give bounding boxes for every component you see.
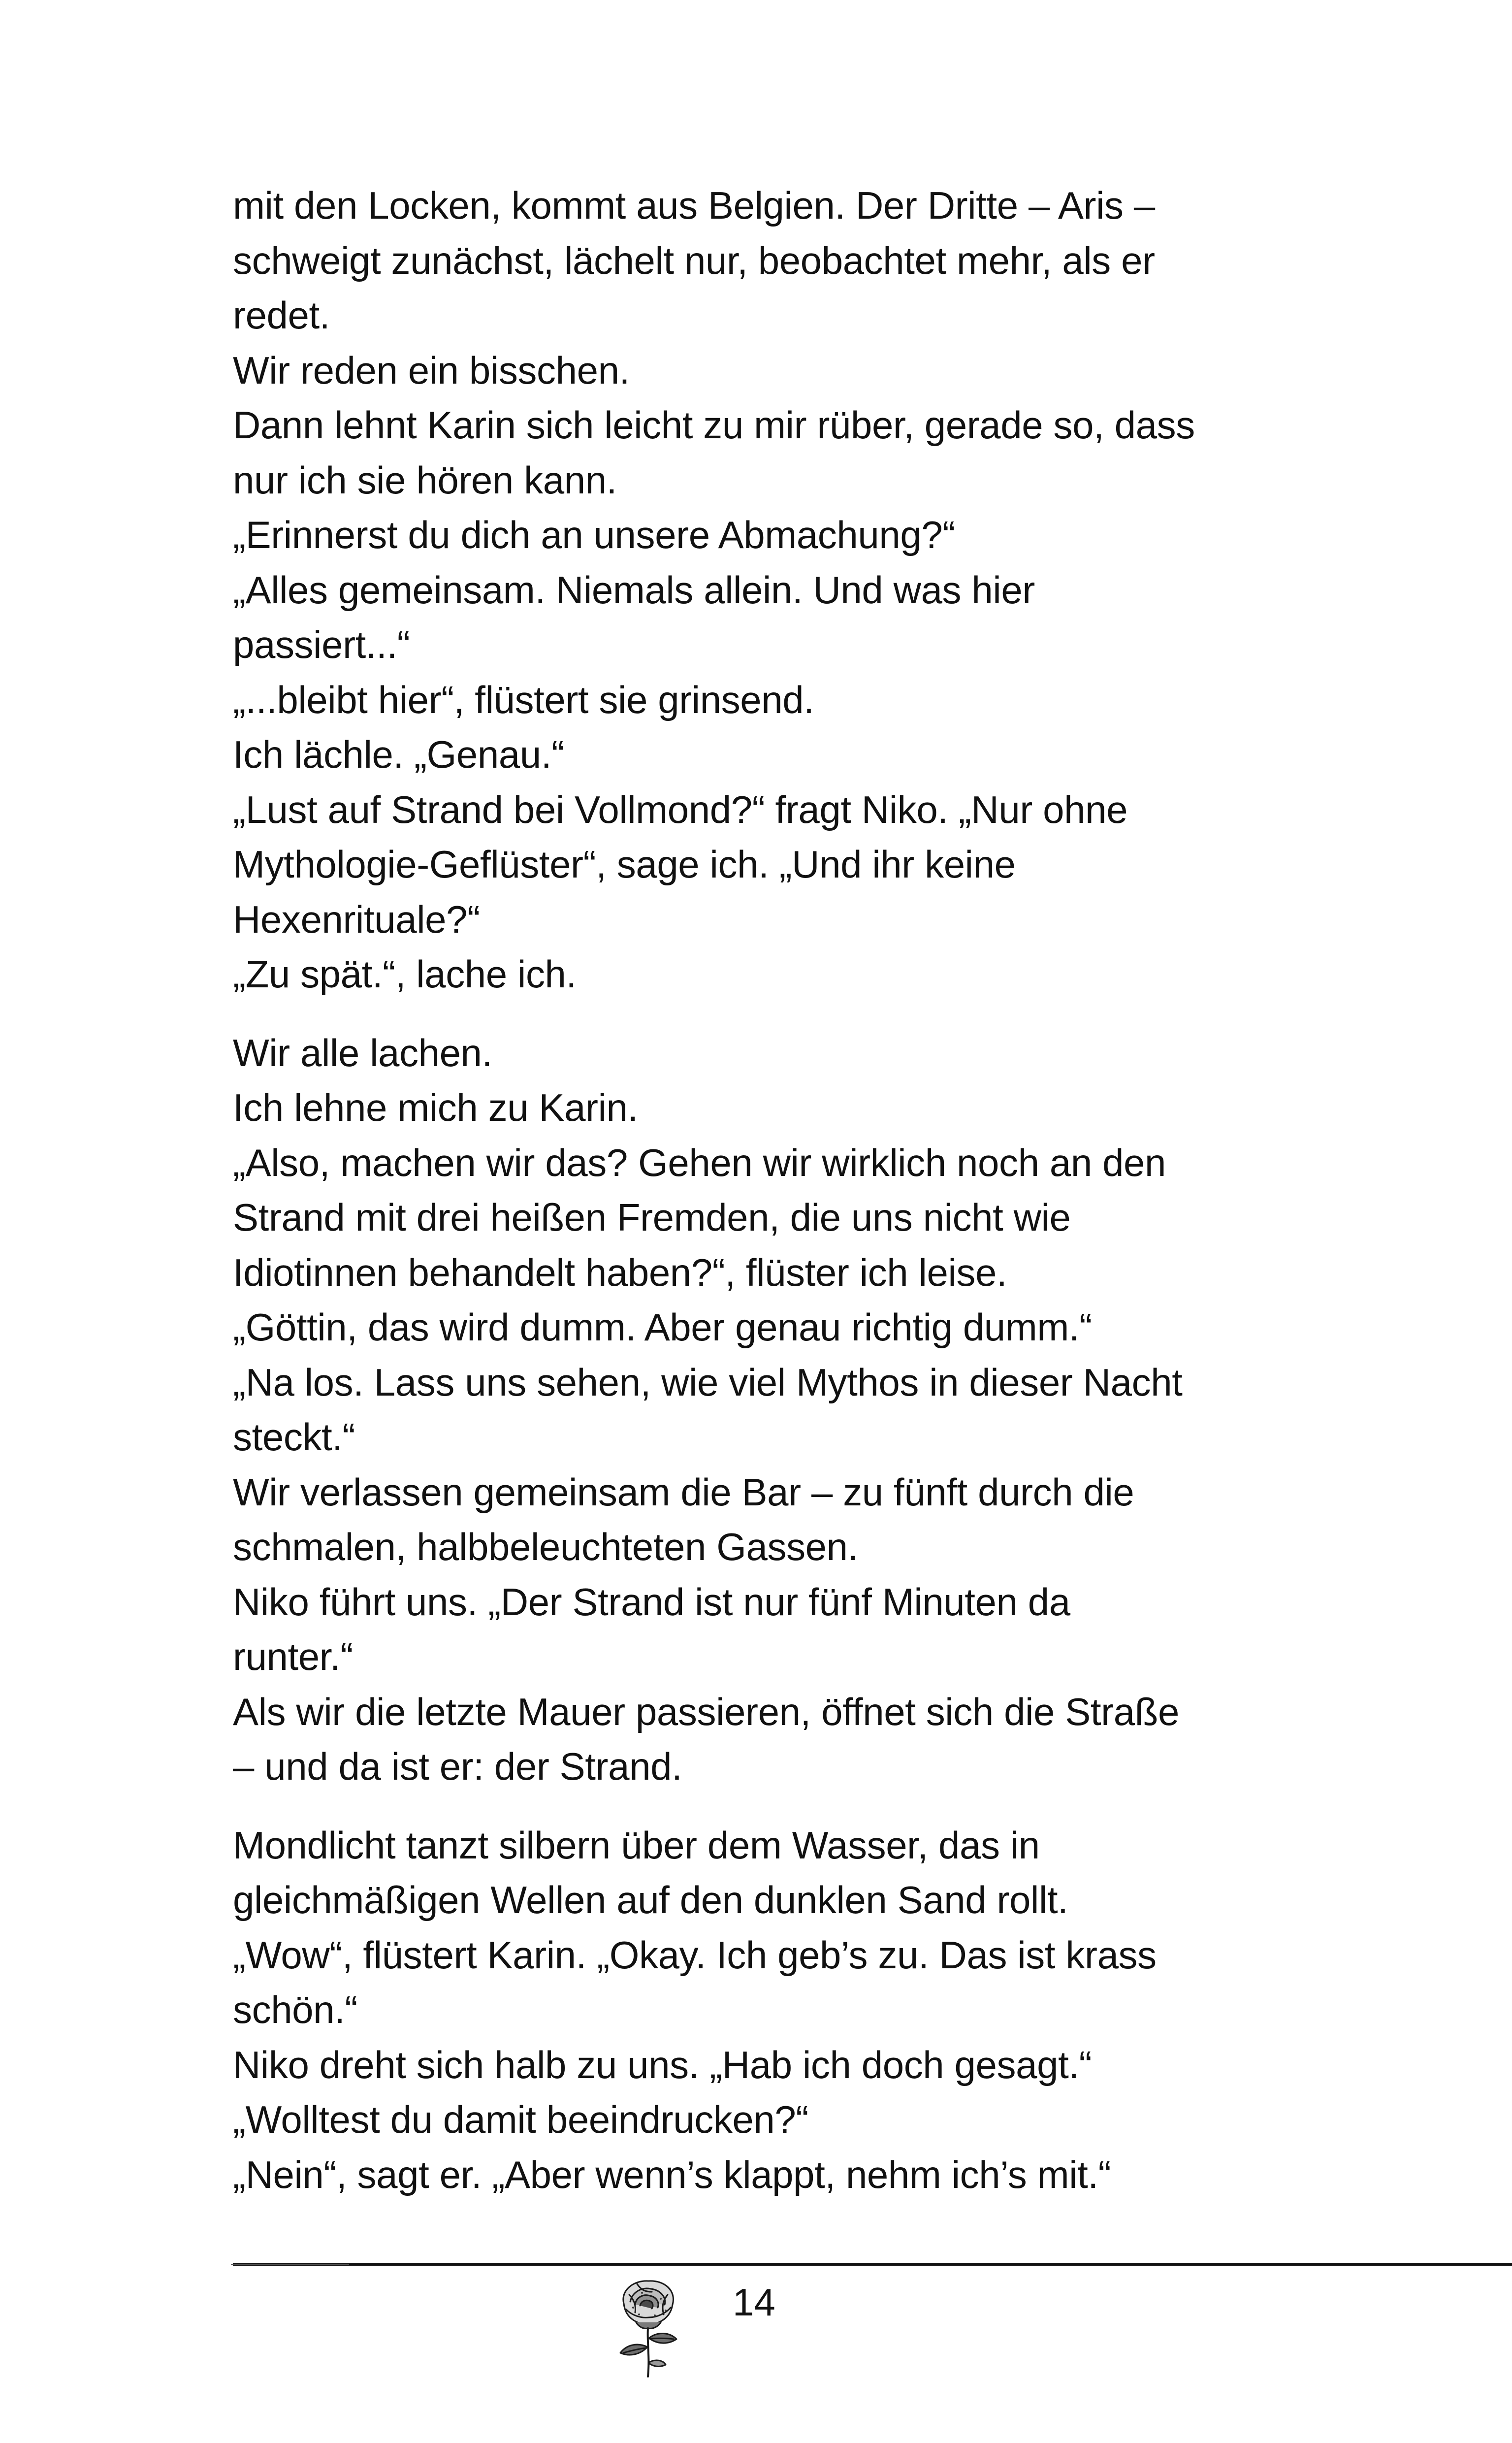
text-line: gleichmäßigen Wellen auf den dunklen Sand rollt. (233, 1878, 1068, 1922)
text-line: „Wow“, flüstert Karin. „Okay. Ich geb’s zu. Das ist krass (233, 1933, 1157, 1977)
paragraph (233, 178, 1296, 1002)
text-line: Dann lehnt Karin sich leicht zu mir rüber, gerade so, dass (233, 403, 1195, 447)
text-line: „Alles gemeinsam. Niemals allein. Und was hier (233, 568, 1035, 612)
text-line: schweigt zunächst, lächelt nur, beobachtet mehr, als er (233, 238, 1155, 282)
text-line: Wir reden ein bisschen. (233, 348, 630, 392)
paragraph (233, 1818, 1296, 2203)
text-line: „Erinnerst du dich an unsere Abmachung?“ (233, 513, 955, 556)
page-number: 14 (733, 2280, 775, 2324)
text-line: Idiotinnen behandelt haben?“, flüster ich leise. (233, 1250, 1007, 1294)
text-line: „Wolltest du damit beeindrucken?“ (233, 2098, 808, 2141)
text-line: Ich lehne mich zu Karin. (233, 1086, 638, 1129)
text-line: „Nein“, sagt er. „Aber wenn’s klappt, nehm ich’s mit.“ (233, 2152, 1111, 2196)
text-line: Wir verlassen gemeinsam die Bar – zu fünft durch die (233, 1470, 1134, 1514)
text-line: „Göttin, das wird dumm. Aber genau richtig dumm.“ (233, 1305, 1092, 1349)
text-line: schmalen, halbbeleuchteten Gassen. (233, 1525, 858, 1568)
text-line: Niko führt uns. „Der Strand ist nur fünf Minuten da (233, 1580, 1070, 1624)
text-line: Hexenrituale?“ (233, 897, 480, 941)
paragraph (233, 1026, 1296, 1794)
text-line: redet. (233, 293, 330, 337)
text-line: steckt.“ (233, 1415, 355, 1459)
text-line: Strand mit drei heißen Fremden, die uns nicht wie (233, 1196, 1071, 1239)
text-line: nur ich sie hören kann. (233, 458, 617, 502)
text-line: schön.“ (233, 1988, 357, 2031)
text-line: „...bleibt hier“, flüstert sie grinsend. (233, 678, 814, 721)
text-line: „Lust auf Strand bei Vollmond?“ fragt Niko. „Nur ohne (233, 787, 1128, 831)
text-line: „Na los. Lass uns sehen, wie viel Mythos in dieser Nacht (233, 1360, 1183, 1404)
text-line: passiert...“ (233, 623, 410, 666)
text-line: Mondlicht tanzt silbern über dem Wasser, das in (233, 1823, 1040, 1867)
footer-divider (233, 2263, 1512, 2266)
text-line: – und da ist er: der Strand. (233, 1745, 682, 1788)
text-line: Mythologie-Geflüster“, sage ich. „Und ihr keine (233, 843, 1016, 886)
text-line: Niko dreht sich halb zu uns. „Hab ich doch gesagt.“ (233, 2043, 1092, 2086)
text-line: Ich lächle. „Genau.“ (233, 733, 564, 776)
body-text (233, 178, 1296, 2202)
rose-icon (607, 2273, 690, 2379)
text-line: „Zu spät.“, lache ich. (233, 952, 577, 996)
text-line: Als wir die letzte Mauer passieren, öffnet sich die Straße (233, 1690, 1179, 1733)
text-line: runter.“ (233, 1635, 353, 1678)
text-line: Wir alle lachen. (233, 1031, 492, 1075)
text-line: „Also, machen wir das? Gehen wir wirklich noch an den (233, 1140, 1166, 1184)
text-line: mit den Locken, kommt aus Belgien. Der Dritte – Aris – (233, 184, 1155, 227)
